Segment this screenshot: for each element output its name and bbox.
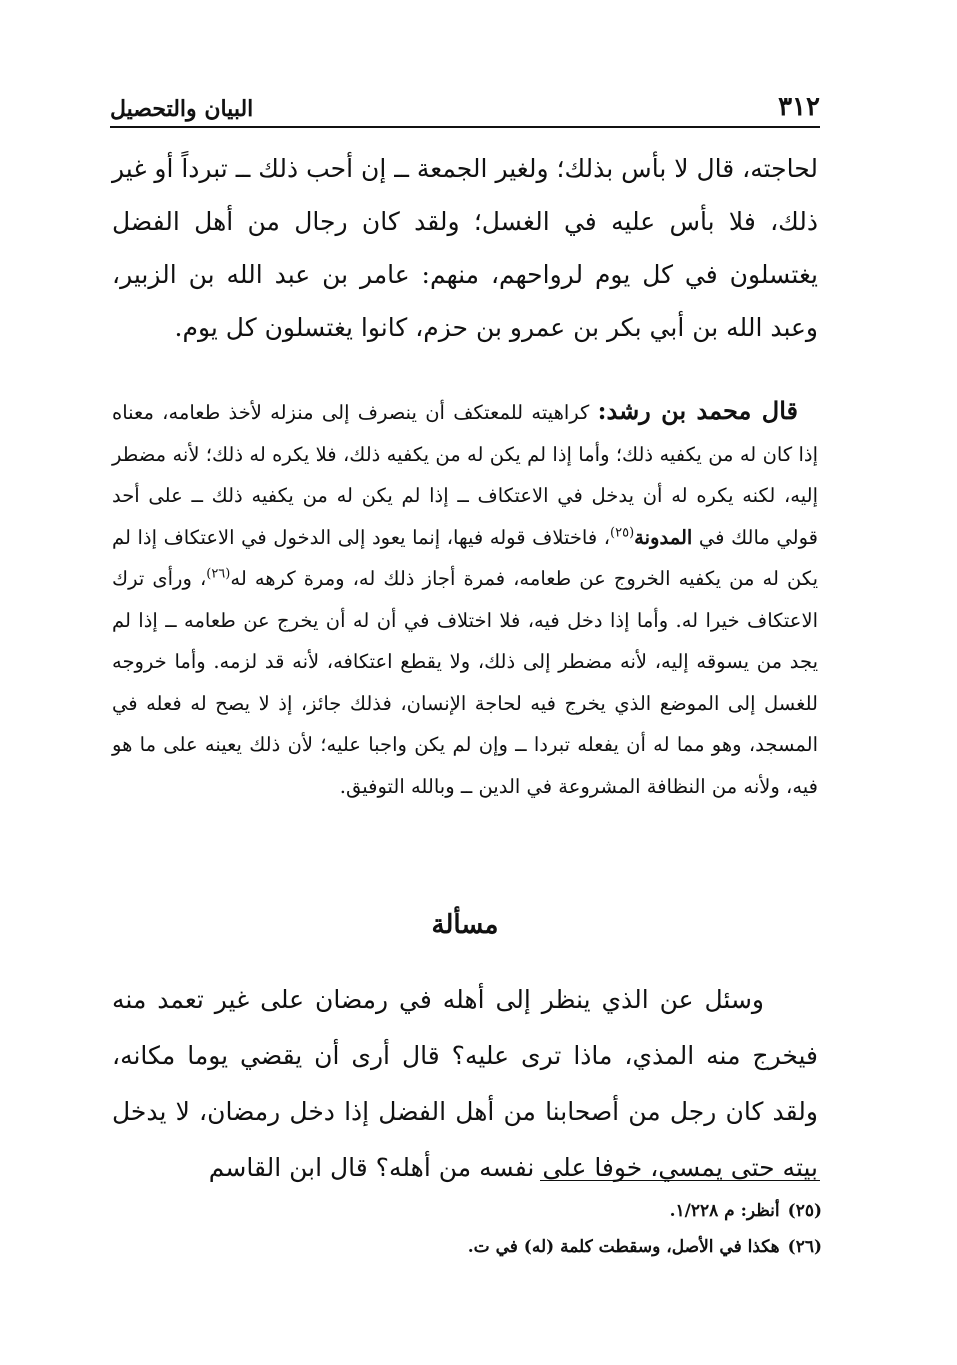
section-heading: مسألة: [431, 910, 499, 940]
footnote-marker-25[interactable]: (٢٥): [610, 525, 635, 540]
footnote-divider: [540, 1180, 820, 1181]
footnote-number: (٢٦): [787, 1237, 822, 1257]
commentary-text-part-2: ، فاختلاف قوله فيها، إنما يعود إلى الدخول في الاعتكاف إذا لم يكن له من يكفيه الخروج عن طعامه، فمرة أجاز ذلك له، ومرة كرهه له: [112, 525, 819, 590]
paragraph-commentary: [112, 390, 818, 807]
paragraph-intro: لحاجته، قال لا بأس بذلك؛ ولغير الجمعة ــ إن أحب ذلك ــ تبرداً أو غير ذلك، فلا بأس عليه في الغسل؛ ولقد كان رجال من أهل الفضل يغتسلون في كل يوم لرواحهم، منهم: عامر بن عبد الله بن الزبير، وعبد الله بن أبي بكر بن عمرو بن حزم، كانوا يغتسلون كل يوم.: [112, 154, 818, 342]
commentary-text-part-3: ، ورأى ترك الاعتكاف خيرا له. وأما إذا دخل فيه، فلا اختلاف في أن له أن يخرج عن طعامه ــ إذا لم يجد من يسوقه إليه، لأنه مضطر إلى ذلك، ولا يقطع اعتكافه، لأنه قد لزمه. وأما خروجه للغسل إلى الموضع الذي يخرج فيه لحاجة الإنسان، فذلك جائز، إذ لا يصح له فعله في المسجد، وهو مما له أن يفعله تبردا ــ وإن لم يكن واجبا عليه؛ لأن ذلك يعينه على ما هو فيه، ولأنه من النظافة المشروعة في الدين ــ وبالله التوفيق.: [112, 567, 818, 798]
commentary-speaker: قال محمد بن رشد:: [597, 396, 798, 425]
commentary-text-part-1: كراهيته للمعتكف أن ينصرف إلى منزله لأخذ طعامه، معناه إذا كان له من يكفيه ذلك؛ وأما إذا لم يكن له من يكفيه ذلك، فلا يكره له ذلك؛ لأنه مضطر إليه، لكنه يكره له أن يدخل في الاعتكاف ــ إذا لم يكن له من يكفيه ذلك ــ على أحد قولي مالك في: [112, 401, 818, 549]
footnote-number: (٢٥): [787, 1201, 822, 1221]
page-number: ٣١٢: [778, 92, 820, 122]
footnotes: [112, 1193, 822, 1265]
footnote-text: هكذا في الأصل، وسقطت كلمة (له) في ت.: [467, 1237, 780, 1257]
page-header: [110, 82, 820, 128]
footnote-25: [112, 1193, 822, 1229]
source-reference: المدونة: [634, 525, 693, 549]
paragraph-question: وسئل عن الذي ينظر إلى أهله في رمضان على غير تعمد منه فيخرج منه المذي، ماذا ترى عليه؟ قال أرى أن يقضي يوما مكانه، ولقد كان رجل من أصحابنا من أهل الفضل إذا دخل رمضان، لا يدخل بيته حتى يمسي، خوفا على نفسه من أهله؟ قال ابن القاسم: [112, 985, 818, 1182]
footnote-marker-26[interactable]: (٢٦): [206, 566, 231, 582]
running-title: البيان والتحصيل: [110, 96, 254, 122]
footnote-26: [112, 1229, 822, 1265]
footnote-text: أنظر: م ١/٢٢٨.: [669, 1201, 780, 1221]
